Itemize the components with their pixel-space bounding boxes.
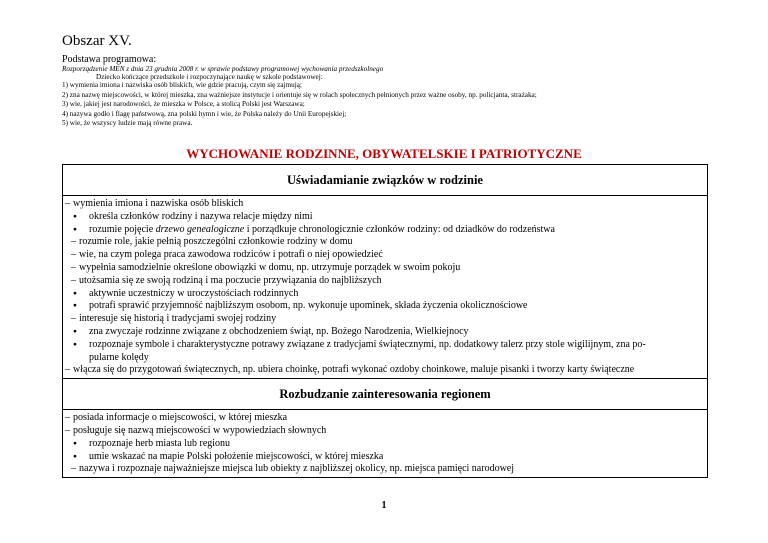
bullet-icon: ● (73, 212, 77, 220)
list-item (65, 425, 703, 438)
list-item-text: nazywa i rozpoznaje najważniejsze miejsca lub obiekty z najbliższej okolicy, np. miejsca pamięci narodowej (79, 463, 515, 475)
list-item (65, 326, 703, 339)
list-item (65, 224, 703, 237)
section-body (63, 410, 708, 478)
regulation-reference: Rozporządzenie MEN z dnia 23 grudnia 2008 r. w sprawie podstawy programowej wychowania przedszkolnego (62, 65, 384, 73)
indent-spacer (73, 352, 89, 365)
list-item-text: zna zwyczaje rodzinne związane z obchodzeniem świąt, np. Bożego Narodzenia, Wielkiejnocy (89, 325, 469, 337)
list-item-text: rozumie role, jakie pełnią poszczególni członkowie rodziny w domu (79, 236, 353, 248)
bullet-icon: ● (73, 289, 77, 297)
list-item-text: posiada informacje o miejscowości, w której mieszka (73, 412, 288, 424)
main-title: WYCHOWANIE RODZINNE, OBYWATELSKIE I PATRIOTYCZNE (186, 146, 582, 161)
list-item-text: potrafi sprawić przyjemność najbliższym osobom, np. wykonuje upominek, składa życzenia okolicznościowe (89, 300, 528, 312)
list-item (65, 412, 703, 425)
list-item (65, 288, 703, 301)
dash-marker: – (65, 198, 70, 209)
program-points-list (62, 81, 537, 129)
list-item-text: wie, na czym polega praca zawodowa rodziców i potrafi o niej opowiedzieć (79, 249, 383, 261)
dash-marker: – (65, 364, 70, 376)
list-item (65, 313, 703, 326)
program-point: 1) wymienia imiona i nazwiska osób bliskich, wie gdzie pracują, czym się zajmują; (62, 81, 302, 89)
bullet-icon: ● (73, 225, 77, 233)
list-item-text: włącza się do przygotowań świątecznych, np. ubiera choinkę, potrafi wykonać ozdoby choinkowe, maluje pisanki i tworzy karty świąteczne (73, 364, 635, 376)
bullet-icon: ● (73, 340, 77, 348)
list-item (65, 438, 703, 451)
dash-marker: – (71, 463, 76, 475)
list-item-text: rozpoznaje herb miasta lub regionu (89, 437, 231, 449)
bullet-icon: ● (73, 452, 77, 460)
dash-marker: – (65, 424, 70, 436)
dash-marker: – (71, 249, 76, 261)
page-number: 1 (381, 500, 387, 511)
bullet-icon: ● (73, 327, 77, 335)
list-item (65, 262, 703, 275)
emphasized-term: drzewo genealogiczne (155, 223, 245, 235)
list-item-text: aktywnie uczestniczy w uroczystościach rodzinnych (89, 287, 299, 299)
list-item-text: pularne kolędy (89, 351, 149, 363)
list-item (65, 339, 703, 352)
program-point: 3) wie, jakiej jest narodowości, że mieszka w Polsce, a stolicą Polski jest Warszawa; (62, 100, 305, 109)
list-item-continuation (65, 352, 703, 365)
list-item-text: wypełnia samodzielnie określone obowiązki w domu, np. utrzymuje porządek w swoim pokoju (79, 261, 461, 273)
bullet-icon: ● (73, 439, 77, 447)
content-table (62, 164, 708, 478)
program-point: 5) wie, że wszyscy ludzie mają równe prawa. (62, 119, 193, 128)
basis-label: Podstawa programowa: (62, 54, 157, 65)
program-point: 4) nazywa godło i flagę państwową, zna polski hymn i wie, że Polska należy do Unii Europejskiej; (62, 109, 347, 118)
list-item (65, 463, 703, 476)
section-body (63, 196, 708, 379)
list-item-text: określa członków rodziny i nazywa relacje między nimi (89, 210, 313, 222)
dash-marker: – (71, 236, 76, 248)
bullet-icon: ● (73, 302, 77, 310)
list-item-text: interesuje się historią i tradycjami swojej rodziny (79, 313, 277, 325)
list-item-text: umie wskazać na mapie Polski położenie miejscowości, w której mieszka (89, 450, 384, 462)
list-item-text (89, 224, 555, 237)
text-part: rozumie pojęcie (89, 223, 156, 235)
area-heading: Obszar XV. (62, 33, 132, 49)
section-title: Uświadamianie związków w rodzinie (63, 165, 708, 196)
dash-marker: – (65, 412, 70, 424)
child-intro: Dziecko kończące przedszkole i rozpoczynające naukę w szkole podstawowej: (96, 73, 323, 81)
list-item-text: utożsamia się ze swoją rodziną i ma poczucie przywiązania do najbliższych (79, 274, 382, 286)
dash-marker: – (71, 313, 76, 325)
list-item (65, 275, 703, 288)
dash-marker: – (71, 274, 76, 286)
list-item (65, 249, 703, 262)
section-title: Rozbudzanie zainteresowania regionem (63, 379, 708, 410)
program-point: 2) zna nazwę miejscowości, w której mieszka, zna ważniejsze instytucje i orientuje się w rolach społecznych pełnionych przez ważne osoby, np. policjanta, strażaka; (62, 90, 537, 99)
list-item (65, 451, 703, 464)
list-item-text: wymienia imiona i nazwiska osób bliskich (73, 198, 244, 209)
text-part: i porządkuje chronologicznie członków rodziny: od dziadków do rodzeństwa (244, 223, 555, 235)
list-item (65, 198, 703, 211)
list-item (65, 236, 703, 249)
list-item-text: posługuje się nazwą miejscowości w wypowiedziach słownych (73, 424, 327, 436)
list-item (65, 364, 703, 377)
list-item (65, 300, 703, 313)
list-item (65, 211, 703, 224)
list-item-text: rozpoznaje symbole i charakterystyczne potrawy związane z tradycjami świątecznymi, np. dodatkowy talerz przy stole wigilijnym, zna po- (89, 338, 646, 350)
dash-marker: – (71, 261, 76, 273)
